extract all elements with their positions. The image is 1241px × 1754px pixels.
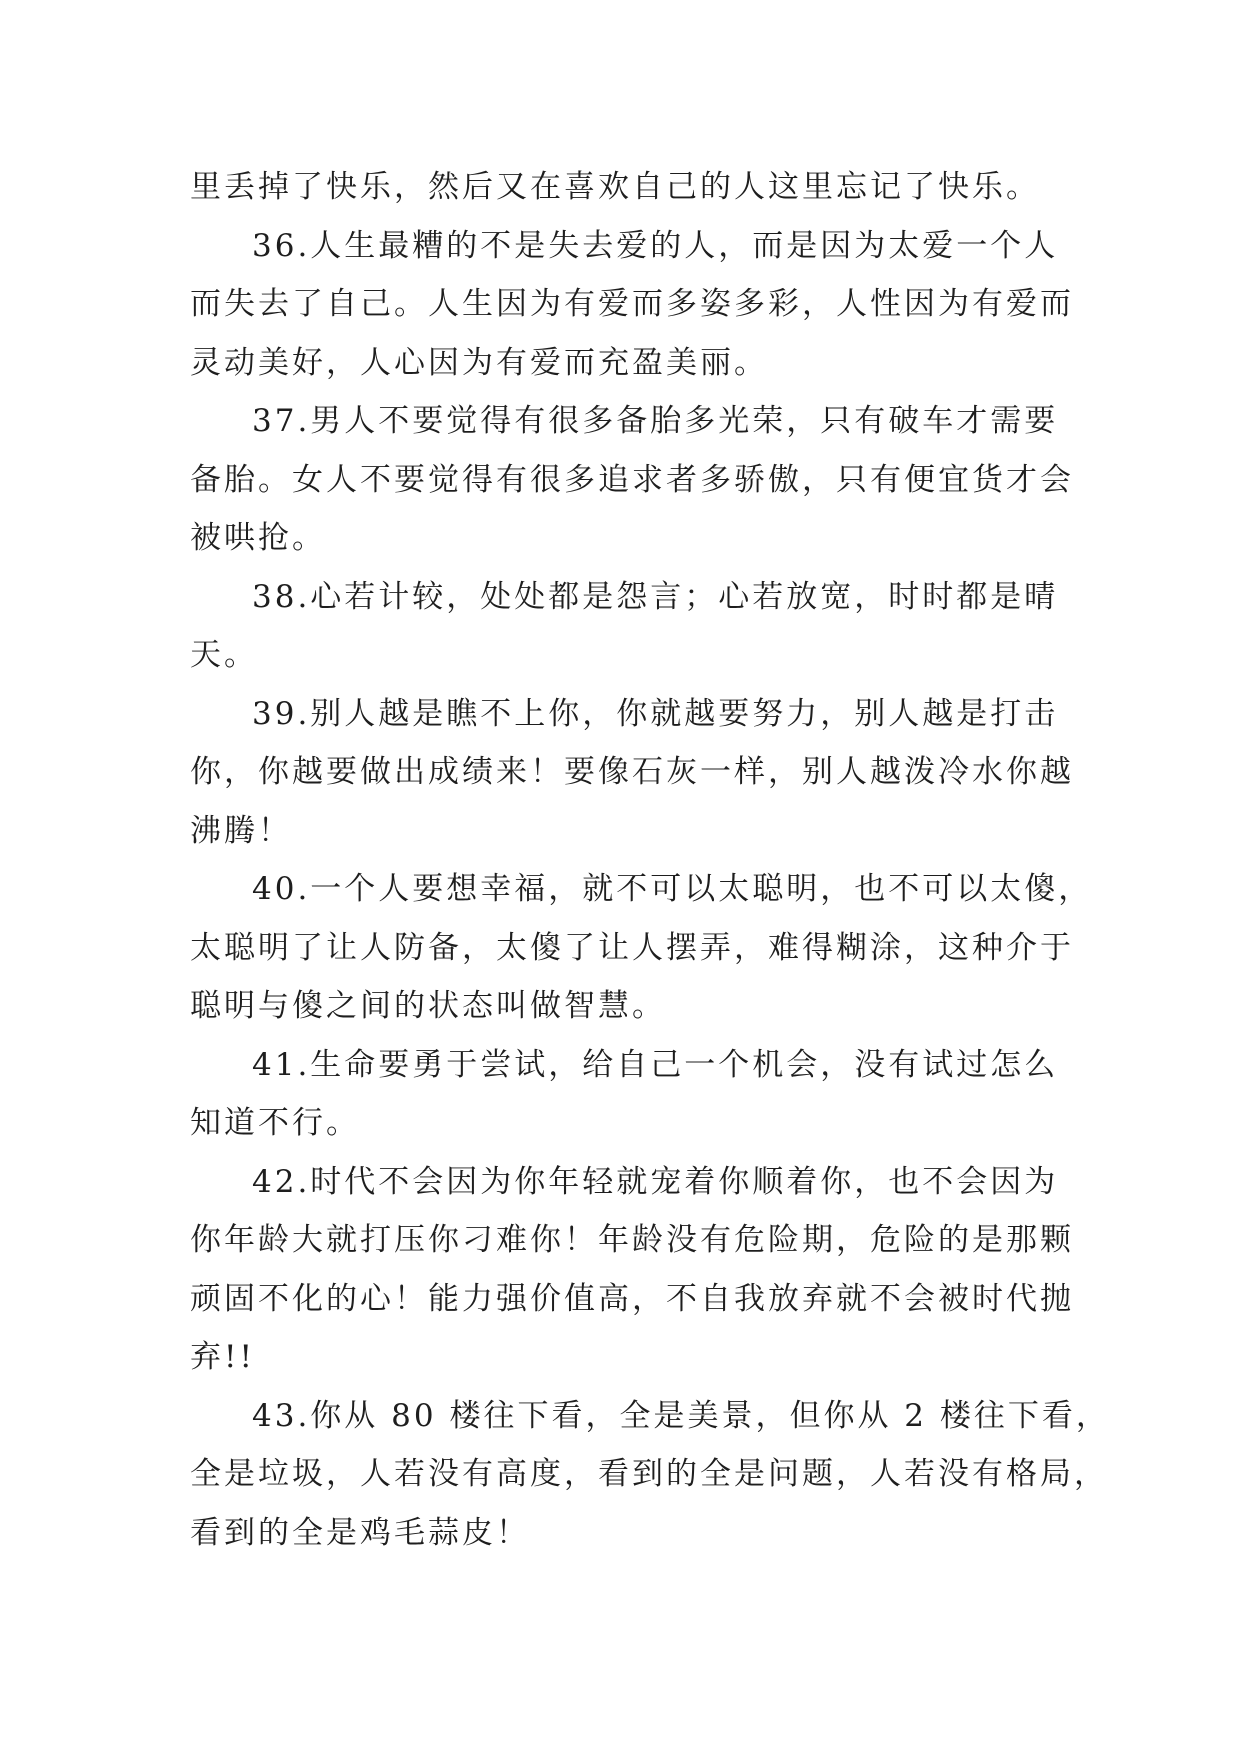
paragraph-item-37: [190, 392, 1074, 568]
text-line: 被哄抢。: [190, 520, 326, 556]
text-line: 43.你从 80 楼往下看，全是美景，但你从 2 楼往下看，: [252, 1397, 1110, 1434]
text-line: 里丢掉了快乐，然后又在喜欢自己的人这里忘记了快乐。: [190, 169, 1040, 205]
text-line: 聪明与傻之间的状态叫做智慧。: [190, 988, 666, 1024]
text-line: 你年龄大就打压你刁难你！年龄没有危险期，危险的是那颗: [190, 1222, 1074, 1258]
text-line: 41.生命要勇于尝试，给自己一个机会，没有试过怎么: [252, 1046, 1059, 1083]
text-line: 而失去了自己。人生因为有爱而多姿多彩，人性因为有爱而: [190, 286, 1074, 322]
text-line: 沸腾！: [190, 812, 292, 849]
text-line: 37.男人不要觉得有很多备胎多光荣，只有破车才需要: [252, 403, 1059, 439]
text-line: 全是垃圾，人若没有高度，看到的全是问题，人若没有格局，: [190, 1456, 1108, 1492]
text-line: 天。: [190, 637, 258, 673]
text-line: 40.一个人要想幸福，就不可以太聪明，也不可以太傻，: [252, 871, 1093, 907]
text-line: 灵动美好，人心因为有爱而充盈美丽。: [190, 344, 768, 381]
text-line: 36.人生最糟的不是失去爱的人，而是因为太爱一个人: [252, 227, 1059, 264]
text-line: 知道不行。: [190, 1105, 360, 1141]
text-line: 备胎。女人不要觉得有很多追求者多骄傲，只有便宜货才会: [190, 461, 1074, 498]
document-page: [190, 158, 1110, 1562]
text-line: 39.别人越是瞧不上你，你就越要努力，别人越是打击: [252, 695, 1059, 732]
text-line: 38.心若计较，处处都是怨言；心若放宽，时时都是晴: [252, 578, 1059, 615]
text-line: 弃!!: [190, 1339, 255, 1375]
paragraph-item-36: [190, 217, 1074, 393]
text-line: 顽固不化的心！能力强价值高，不自我放弃就不会被时代抛: [190, 1280, 1074, 1317]
text-line: 太聪明了让人防备，太傻了让人摆弄，难得糊涂，这种介于: [190, 929, 1074, 966]
text-line: 看到的全是鸡毛蒜皮！: [190, 1514, 530, 1551]
paragraph-continuation: [190, 158, 1050, 217]
paragraph-item-40: [190, 860, 1093, 1036]
paragraph-item-39: [190, 685, 1074, 861]
paragraph-item-38: [190, 568, 1059, 685]
paragraph-item-42: [190, 1153, 1074, 1387]
text-line: 你，你越要做出成绩来！要像石灰一样，别人越泼冷水你越: [190, 754, 1074, 790]
paragraph-item-41: [190, 1036, 1059, 1153]
paragraph-item-43: [190, 1387, 1110, 1563]
text-line: 42.时代不会因为你年轻就宠着你顺着你，也不会因为: [252, 1163, 1059, 1200]
